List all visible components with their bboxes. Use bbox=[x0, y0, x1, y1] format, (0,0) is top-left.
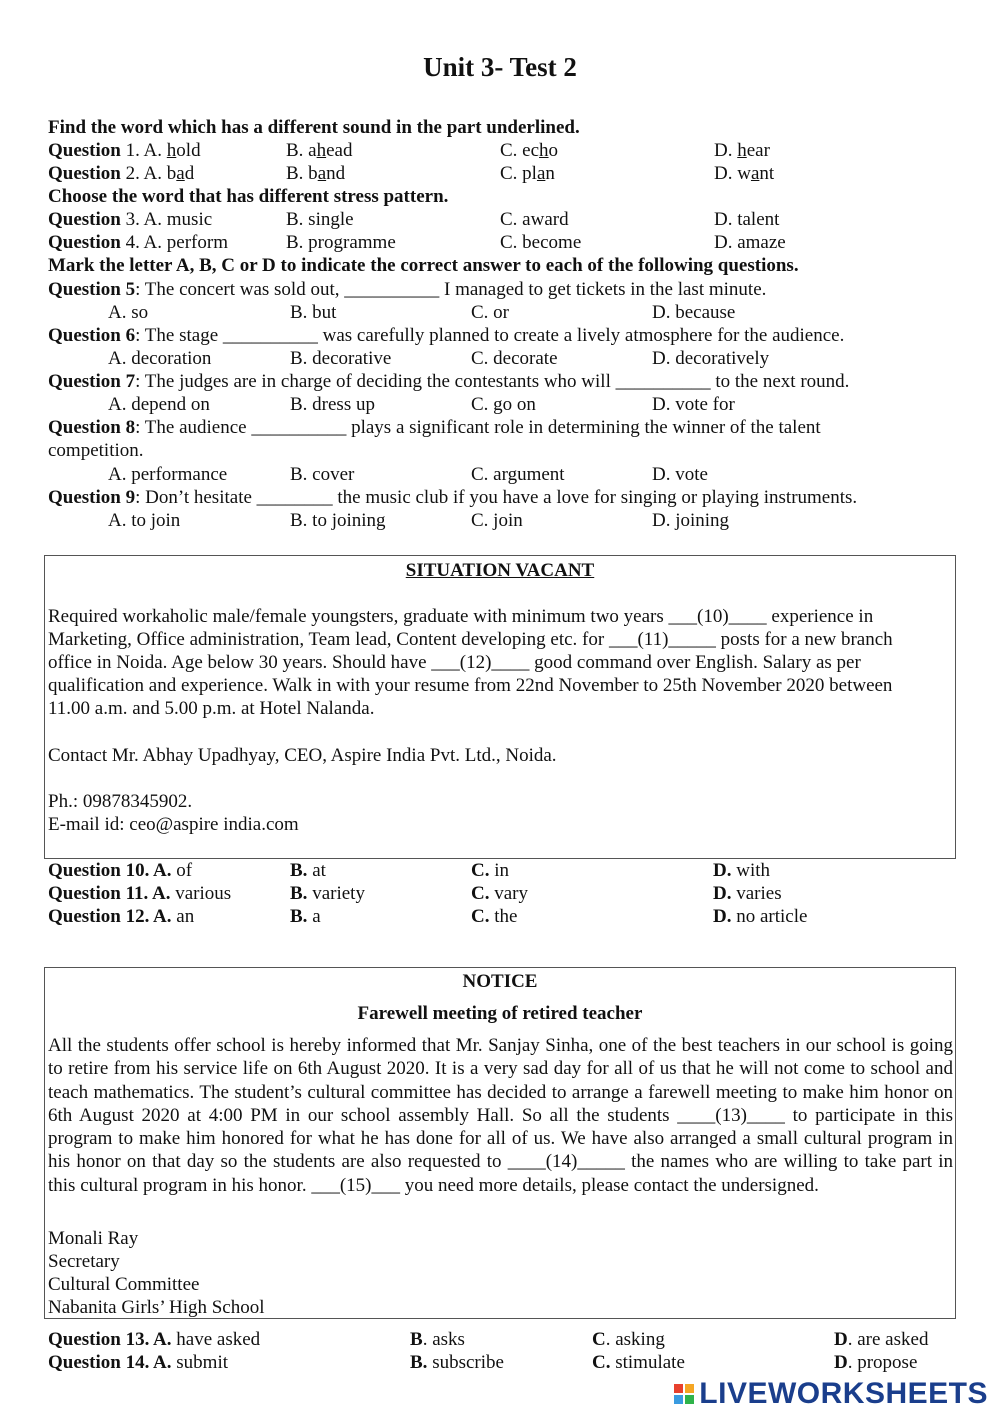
signature-school: Nabanita Girls’ High School bbox=[48, 1297, 265, 1318]
question-10: Question 10. A. of bbox=[48, 860, 193, 881]
option-b: B. ahead bbox=[286, 140, 353, 161]
signature-committee: Cultural Committee bbox=[48, 1274, 200, 1295]
option-c: C. the bbox=[471, 906, 518, 927]
vacant-line: office in Noida. Age below 30 years. Should have ___(12)____ good command over English. Salary as per bbox=[48, 652, 861, 673]
option-b: B. asks bbox=[410, 1329, 465, 1350]
question-6: Question 6: The stage __________ was carefully planned to create a lively atmosphere for the audience. bbox=[48, 325, 845, 346]
notice-subtitle: Farewell meeting of retired teacher bbox=[357, 1003, 643, 1024]
vacant-line: Required workaholic male/female youngsters, graduate with minimum two years ___(10)____ experience in bbox=[48, 606, 874, 627]
option-a: A. decoration bbox=[108, 348, 212, 369]
question-5: Question 5: The concert was sold out, __________ I managed to get tickets in the last minute. bbox=[48, 279, 767, 300]
notice-body: All the students offer school is hereby informed that Mr. Sanjay Sinha, one of the best teachers in our school is going to retire from his service life on 6th August 2020. It is a very sad day for all of us that he will not come to school and teach mathematics. The student’s cultural committee has decided to arrange a farewell meeting to make him honor on 6th August 2020 at 4:00 PM in our school assembly Hall. So all the students ____(13)____ to participate in this program to make him honored for what he has done for all of us. We have also arranged a small cultural program in his honor on that day so the students are also requested to ____(14)_____ the names who are willing to take part in this cultural program in his honor. ___(15)___ you need more details, please contact the undersigned. bbox=[48, 1035, 953, 1196]
question-11: Question 11. A. various bbox=[48, 883, 232, 904]
section-heading-mcq: Mark the letter A, B, C or D to indicate the correct answer to each of the following questions. bbox=[48, 255, 799, 276]
option-c: C. argument bbox=[471, 464, 565, 485]
option-b: B. band bbox=[286, 163, 346, 184]
vacant-contact: Contact Mr. Abhay Upadhyay, CEO, Aspire India Pvt. Ltd., Noida. bbox=[48, 745, 557, 766]
question-3: Question 3. A. music bbox=[48, 209, 213, 230]
question-13: Question 13. A. have asked bbox=[48, 1329, 261, 1350]
signature-role: Secretary bbox=[48, 1251, 120, 1272]
underlined-letter: h bbox=[166, 140, 177, 161]
notice-title: NOTICE bbox=[462, 971, 538, 992]
option-d: D. with bbox=[713, 860, 771, 881]
vacant-line: Marketing, Office administration, Team lead, Content developing etc. for ___(11)_____ posts for a new branch bbox=[48, 629, 893, 650]
question-label: Question bbox=[48, 163, 121, 184]
vacant-phone: Ph.: 09878345902. bbox=[48, 791, 193, 812]
question-12: Question 12. A. an bbox=[48, 906, 195, 927]
option-c: C. decorate bbox=[471, 348, 558, 369]
question-label: Question bbox=[48, 140, 121, 161]
option-b: B. a bbox=[290, 906, 321, 927]
logo-squares-icon bbox=[674, 1384, 694, 1404]
vacant-line: qualification and experience. Walk in with your resume from 22nd November to 25th November 2020 between bbox=[48, 675, 893, 696]
option-d: D. because bbox=[652, 302, 736, 323]
option-c: C. join bbox=[471, 510, 523, 531]
logo-text: LIVEWORKSHEETS bbox=[699, 1377, 988, 1410]
liveworksheets-logo[interactable] bbox=[674, 1377, 988, 1411]
vacant-line: 11.00 a.m. and 5.00 p.m. at Hotel Nalanda. bbox=[48, 698, 375, 719]
option-b: B. programme bbox=[286, 232, 396, 253]
situation-vacant-box bbox=[44, 555, 956, 859]
notice-box bbox=[44, 967, 956, 1319]
option-b: B. to joining bbox=[290, 510, 386, 531]
question-4: Question 4. A. perform bbox=[48, 232, 228, 253]
section-heading-pronunciation: Find the word which has a different sound in the part underlined. bbox=[48, 117, 580, 138]
question-2: Question 2. A. bad bbox=[48, 163, 195, 184]
option-c: C. asking bbox=[592, 1329, 665, 1350]
page-title: Unit 3- Test 2 bbox=[423, 52, 577, 82]
option-d: D. vote bbox=[652, 464, 708, 485]
question-8-continued: competition. bbox=[48, 440, 144, 461]
logo-square bbox=[685, 1384, 694, 1393]
option-d: D. decoratively bbox=[652, 348, 770, 369]
option-d: D. vote for bbox=[652, 394, 735, 415]
option-b: B. but bbox=[290, 302, 337, 323]
option-c: C. in bbox=[471, 860, 510, 881]
option-d: D. talent bbox=[714, 209, 780, 230]
question-1: Question 1. A. hold bbox=[48, 140, 201, 161]
option-a: A. so bbox=[108, 302, 149, 323]
logo-square bbox=[685, 1395, 694, 1404]
option-c: C. stimulate bbox=[592, 1352, 685, 1373]
option-c: C. echo bbox=[500, 140, 559, 161]
option-c: C. vary bbox=[471, 883, 528, 904]
question-8: Question 8: The audience __________ plays a significant role in determining the winner of the talent bbox=[48, 417, 821, 438]
option-d: D. want bbox=[714, 163, 775, 184]
option-a: A. performance bbox=[108, 464, 228, 485]
logo-square bbox=[674, 1395, 683, 1404]
situation-vacant-title: SITUATION VACANT bbox=[405, 560, 595, 581]
option-b: B. cover bbox=[290, 464, 355, 485]
option-d: D. joining bbox=[652, 510, 730, 531]
section-heading-stress: Choose the word that has different stress pattern. bbox=[48, 186, 449, 207]
option-b: B. single bbox=[286, 209, 354, 230]
option-b: B. subscribe bbox=[410, 1352, 504, 1373]
option-c: C. or bbox=[471, 302, 509, 323]
question-7: Question 7: The judges are in charge of deciding the contestants who will __________ to the next round. bbox=[48, 371, 850, 392]
underlined-letter: a bbox=[176, 163, 185, 184]
option-d: D. propose bbox=[834, 1352, 918, 1373]
logo-square bbox=[674, 1384, 683, 1393]
option-c: C. award bbox=[500, 209, 569, 230]
option-b: B. dress up bbox=[290, 394, 375, 415]
option-b: B. variety bbox=[290, 883, 365, 904]
option-b: B. decorative bbox=[290, 348, 392, 369]
option-d: D. varies bbox=[713, 883, 782, 904]
option-c: C. become bbox=[500, 232, 582, 253]
option-d: D. hear bbox=[714, 140, 770, 161]
signature-name: Monali Ray bbox=[48, 1228, 139, 1249]
option-b: B. at bbox=[290, 860, 326, 881]
option-d: D. amaze bbox=[714, 232, 786, 253]
option-c: C. plan bbox=[500, 163, 555, 184]
vacant-email: E-mail id: ceo@aspire india.com bbox=[48, 814, 299, 835]
question-9: Question 9: Don’t hesitate ________ the music club if you have a love for singing or playing instruments. bbox=[48, 487, 858, 508]
option-a: A. to join bbox=[108, 510, 181, 531]
option-a: A. depend on bbox=[108, 394, 210, 415]
option-c: C. go on bbox=[471, 394, 536, 415]
option-d: D. are asked bbox=[834, 1329, 929, 1350]
question-14: Question 14. A. submit bbox=[48, 1352, 229, 1373]
option-d: D. no article bbox=[713, 906, 808, 927]
